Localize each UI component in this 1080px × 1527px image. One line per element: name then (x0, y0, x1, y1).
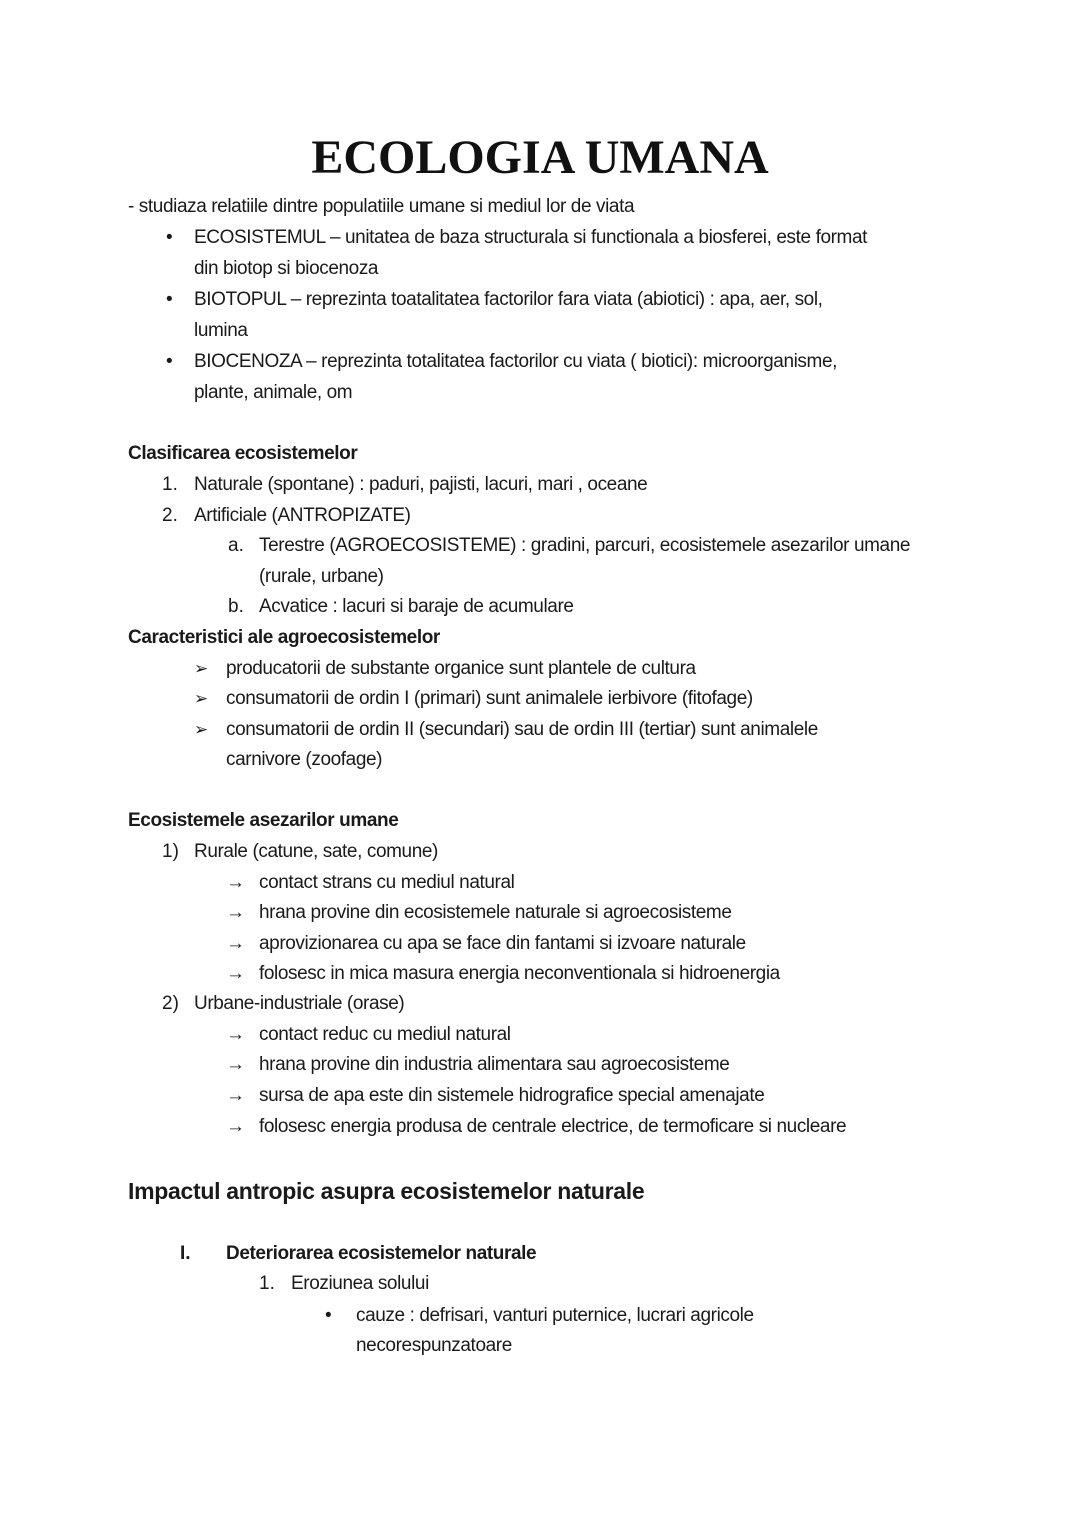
rural-label: Rurale (catune, sate, comune) (194, 841, 438, 862)
definition-ecosistem-cont: din biotop si biocenoza (194, 258, 379, 279)
arrowhead-bullet-icon: ➢ (194, 689, 209, 708)
rural-item: folosesc in mica masura energia neconventionala si hidroenergia (259, 963, 780, 984)
urban-item: contact reduc cu mediul natural (259, 1024, 511, 1045)
list-letter: b. (228, 596, 244, 617)
urban-item: hrana provine din industria alimentara sau agroecosisteme (259, 1054, 730, 1075)
classification-heading: Clasificarea ecosistemelor (128, 443, 358, 464)
arrow-right-icon: → (226, 902, 245, 923)
agro-item-secondary-cont: carnivore (zoofage) (226, 749, 383, 770)
agro-item-producers: producatorii de substante organice sunt plantele de cultura (226, 658, 696, 679)
arrow-right-icon: → (226, 1085, 245, 1106)
page-title: ECOLOGIA UMANA (311, 131, 769, 184)
definition-biocenoza-cont: plante, animale, om (194, 382, 353, 403)
classification-item-artificial: Artificiale (ANTROPIZATE) (194, 505, 411, 526)
erosion-causes: cauze : defrisari, vanturi puternice, lucrari agricole (356, 1305, 754, 1326)
agro-item-secondary: consumatorii de ordin II (secundari) sau de ordin III (tertiar) sunt animalele (226, 719, 818, 740)
urban-item: folosesc energia produsa de centrale electrice, de termoficare si nucleare (259, 1116, 847, 1137)
agro-item-primary: consumatorii de ordin I (primari) sunt animalele ierbivore (fitofage) (226, 688, 753, 709)
arrow-right-icon: → (226, 1024, 245, 1045)
subitem-terestre: Terestre (AGROECOSISTEME) : gradini, parcuri, ecosistemele asezarilor umane (259, 535, 911, 556)
definition-biotop-cont: lumina (194, 320, 248, 341)
bullet-icon: • (166, 351, 173, 372)
bullet-icon: • (166, 289, 173, 310)
rural-item: aprovizionarea cu apa se face din fantami si izvoare naturale (259, 933, 746, 954)
definition-biocenoza: BIOCENOZA – reprezinta totalitatea factorilor cu viata ( biotici): microorganisme, (194, 351, 838, 372)
list-number: 1) (162, 841, 179, 862)
classification-item-natural: Naturale (spontane) : paduri, pajisti, lacuri, mari , oceane (194, 474, 648, 495)
rural-item: hrana provine din ecosistemele naturale si agroecosisteme (259, 902, 732, 923)
settlements-heading: Ecosistemele asezarilor umane (128, 810, 399, 831)
arrow-right-icon: → (226, 933, 245, 954)
list-number: 2. (162, 505, 178, 526)
subitem-terestre-cont: (rurale, urbane) (259, 566, 384, 587)
urban-label: Urbane-industriale (orase) (194, 993, 405, 1014)
agro-heading: Caracteristici ale agroecosistemelor (128, 627, 440, 648)
subitem-acvatice: Acvatice : lacuri si baraje de acumulare (259, 596, 574, 617)
list-letter: a. (228, 535, 244, 556)
bullet-icon: • (325, 1305, 332, 1326)
arrow-right-icon: → (226, 963, 245, 984)
list-number: 1. (259, 1273, 275, 1294)
erosion-causes-cont: necorespunzatoare (356, 1335, 512, 1356)
definition-biotop: BIOTOPUL – reprezinta toatalitatea factorilor fara viata (abiotici) : apa, aer, sol, (194, 289, 823, 310)
list-number: 2) (162, 993, 179, 1014)
subsection-title-erosion: Eroziunea solului (291, 1273, 429, 1294)
arrow-right-icon: → (226, 872, 245, 893)
roman-numeral: I. (180, 1243, 191, 1264)
bullet-icon: • (166, 227, 173, 248)
definition-ecosistem: ECOSISTEMUL – unitatea de baza structurala si functionala a biosferei, este format (194, 227, 868, 248)
intro-text: - studiaza relatiile dintre populatiile umane si mediul lor de viata (128, 196, 635, 217)
rural-item: contact strans cu mediul natural (259, 872, 515, 893)
arrow-right-icon: → (226, 1116, 245, 1137)
arrow-right-icon: → (226, 1054, 245, 1075)
section-title-deterioration: Deteriorarea ecosistemelor naturale (226, 1243, 537, 1264)
arrowhead-bullet-icon: ➢ (194, 659, 209, 678)
list-number: 1. (162, 474, 178, 495)
impact-heading: Impactul antropic asupra ecosistemelor naturale (128, 1178, 645, 1204)
arrowhead-bullet-icon: ➢ (194, 720, 209, 739)
urban-item: sursa de apa este din sistemele hidrografice special amenajate (259, 1085, 765, 1106)
